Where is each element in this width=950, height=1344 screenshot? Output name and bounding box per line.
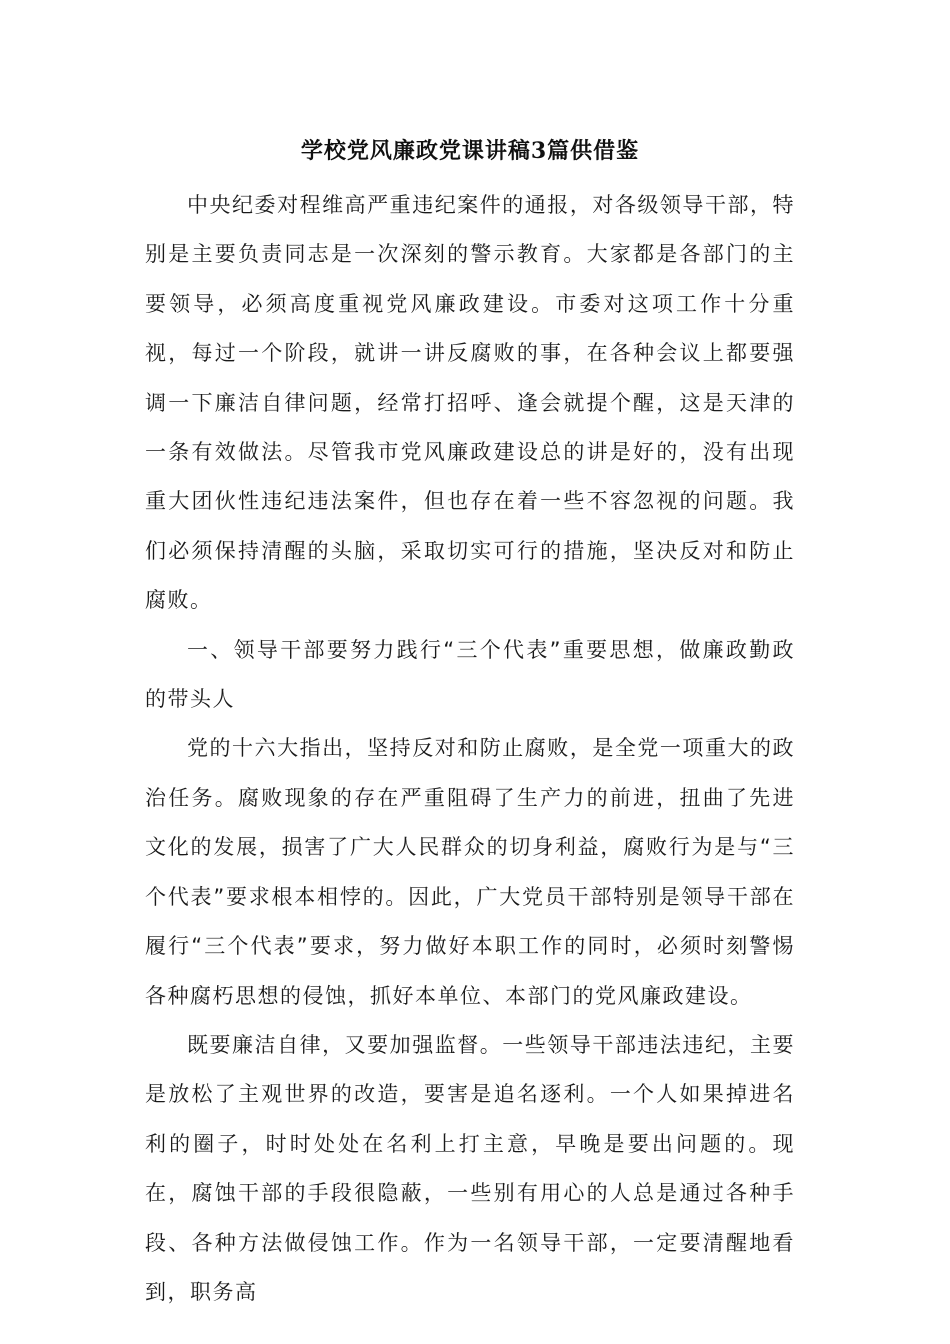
paragraph-party-congress: 党的十六大指出，坚持反对和防止腐败，是全党一项重大的政治任务。腐败现象的存在严重阻碍了生产力的前进，扭曲了先进文化的发展，损害了广大人民群众的切身利益，腐败行为是与“三个代表”要求根本相悖的。因此，广大党员干部特别是领导干部在履行“三个代表”要求，努力做好本职工作的同时，必须时刻警惕各种腐朽思想的侵蚀，抓好本单位、本部门的党风廉政建设。	[145, 736, 795, 1008]
paragraph-heading-1: 一、领导干部要努力践行“三个代表”重要思想，做廉政勤政的带头人	[145, 637, 795, 712]
document-body	[145, 181, 795, 1317]
document-title: 学校党风廉政党课讲稿3篇供借鉴	[300, 138, 640, 164]
paragraph-self-discipline: 既要廉洁自律，又要加强监督。一些领导干部违法违纪，主要是放松了主观世界的改造，要害是追名逐利。一个人如果掉进名利的圈子，时时处处在名利上打主意，早晚是要出问题的。现在，腐蚀干部的手段很隐蔽，一些别有用心的人总是通过各种手段、各种方法做侵蚀工作。作为一名领导干部，一定要清醒地看到，职务高	[145, 1032, 795, 1304]
paragraph-intro: 中央纪委对程维高严重违纪案件的通报，对各级领导干部，特别是主要负责同志是一次深刻的警示教育。大家都是各部门的主要领导，必须高度重视党风廉政建设。市委对这项工作十分重视，每过一个阶段，就讲一讲反腐败的事，在各种会议上都要强调一下廉洁自律问题，经常打招呼、逢会就提个醒，这是天津的一条有效做法。尽管我市党风廉政建设总的讲是好的，没有出现重大团伙性违纪违法案件，但也存在着一些不容忽视的问题。我们必须保持清醒的头脑，采取切实可行的措施，坚决反对和防止腐败。	[145, 193, 795, 613]
